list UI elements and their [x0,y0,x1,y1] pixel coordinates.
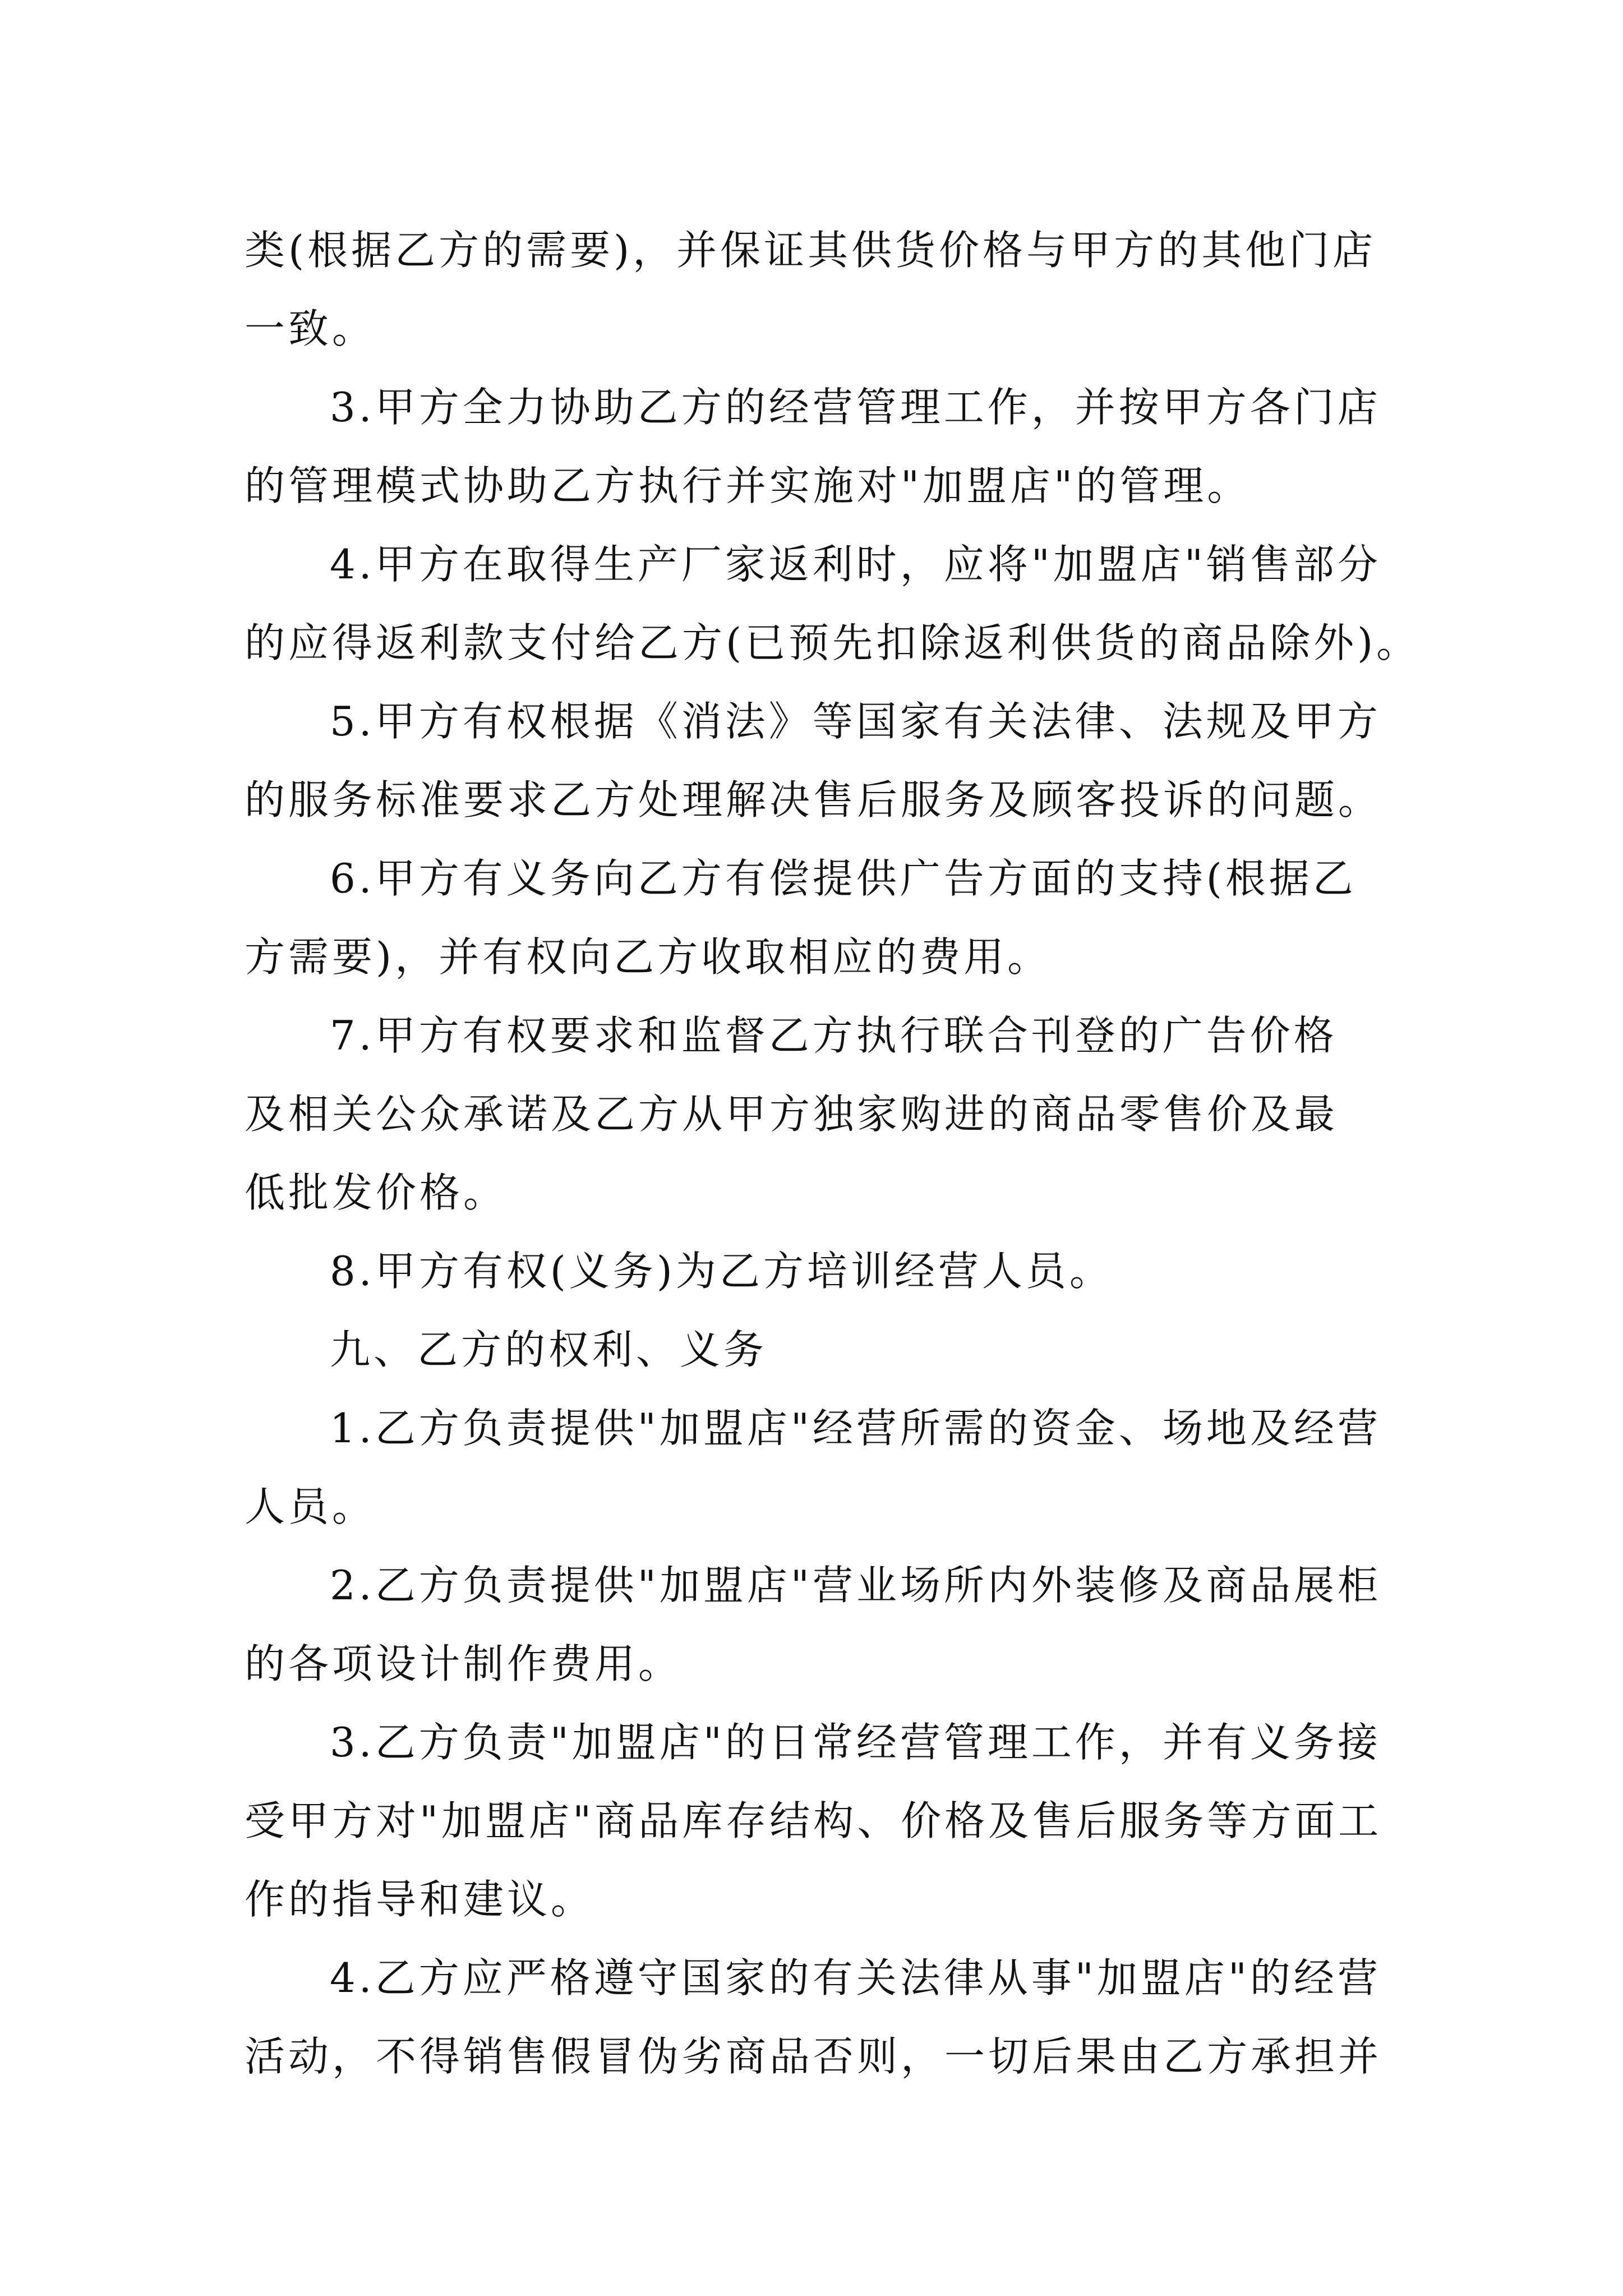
text-line: 活动，不得销售假冒伪劣商品否则，一切后果由乙方承担并 [245,2033,1382,2080]
text-line: 的管理模式协助乙方执行并实施对"加盟店"的管理。 [245,462,1251,509]
section-heading: 九、乙方的权利、义务 [330,1326,768,1373]
clause-line: 8.甲方有权(义务)为乙方培训经营人员。 [330,1248,1113,1295]
text-line: 及相关公众承诺及乙方从甲方独家购进的商品零售价及最 [245,1091,1339,1138]
text-line: 低批发价格。 [245,1169,508,1216]
clause-line: 2.乙方负责提供"加盟店"营业场所内外装修及商品展柜 [330,1562,1381,1609]
clause-line: 4.乙方应严格遵守国家的有关法律从事"加盟店"的经营 [330,1954,1381,2001]
clause-line: 4.甲方在取得生产厂家返利时，应将"加盟店"销售部分 [330,541,1381,588]
text-line: 方需要)，并有权向乙方收取相应的费用。 [245,933,1052,981]
clause-line: 3.甲方全力协助乙方的经营管理工作，并按甲方各门店 [330,384,1381,431]
text-line: 人员。 [245,1483,376,1530]
text-line: 的服务标准要求乙方处理解决售后服务及顾客投诉的问题。 [245,776,1382,823]
text-line: 类(根据乙方的需要)，并保证其供货价格与甲方的其他门店 [245,227,1377,274]
text-line: 作的指导和建议。 [245,1876,595,1923]
clause-line: 1.乙方负责提供"加盟店"经营所需的资金、场地及经营 [330,1405,1381,1452]
document-body [245,211,1428,2096]
clause-line: 5.甲方有权根据《消法》等国家有关法律、法规及甲方 [330,698,1381,745]
text-line: 的各项设计制作费用。 [245,1640,683,1687]
text-line: 的应得返利款支付给乙方(已预先扣除返利供货的商品除外)。 [245,619,1421,666]
clause-line: 3.乙方负责"加盟店"的日常经营管理工作，并有义务接 [330,1719,1381,1766]
clause-line: 6.甲方有义务向乙方有偿提供广告方面的支持(根据乙 [330,855,1357,902]
clause-line: 7.甲方有权要求和监督乙方执行联合刊登的广告价格 [330,1012,1338,1059]
text-line: 受甲方对"加盟店"商品库存结构、价格及售后服务等方面工 [245,1797,1382,1844]
text-line: 一致。 [245,305,376,352]
